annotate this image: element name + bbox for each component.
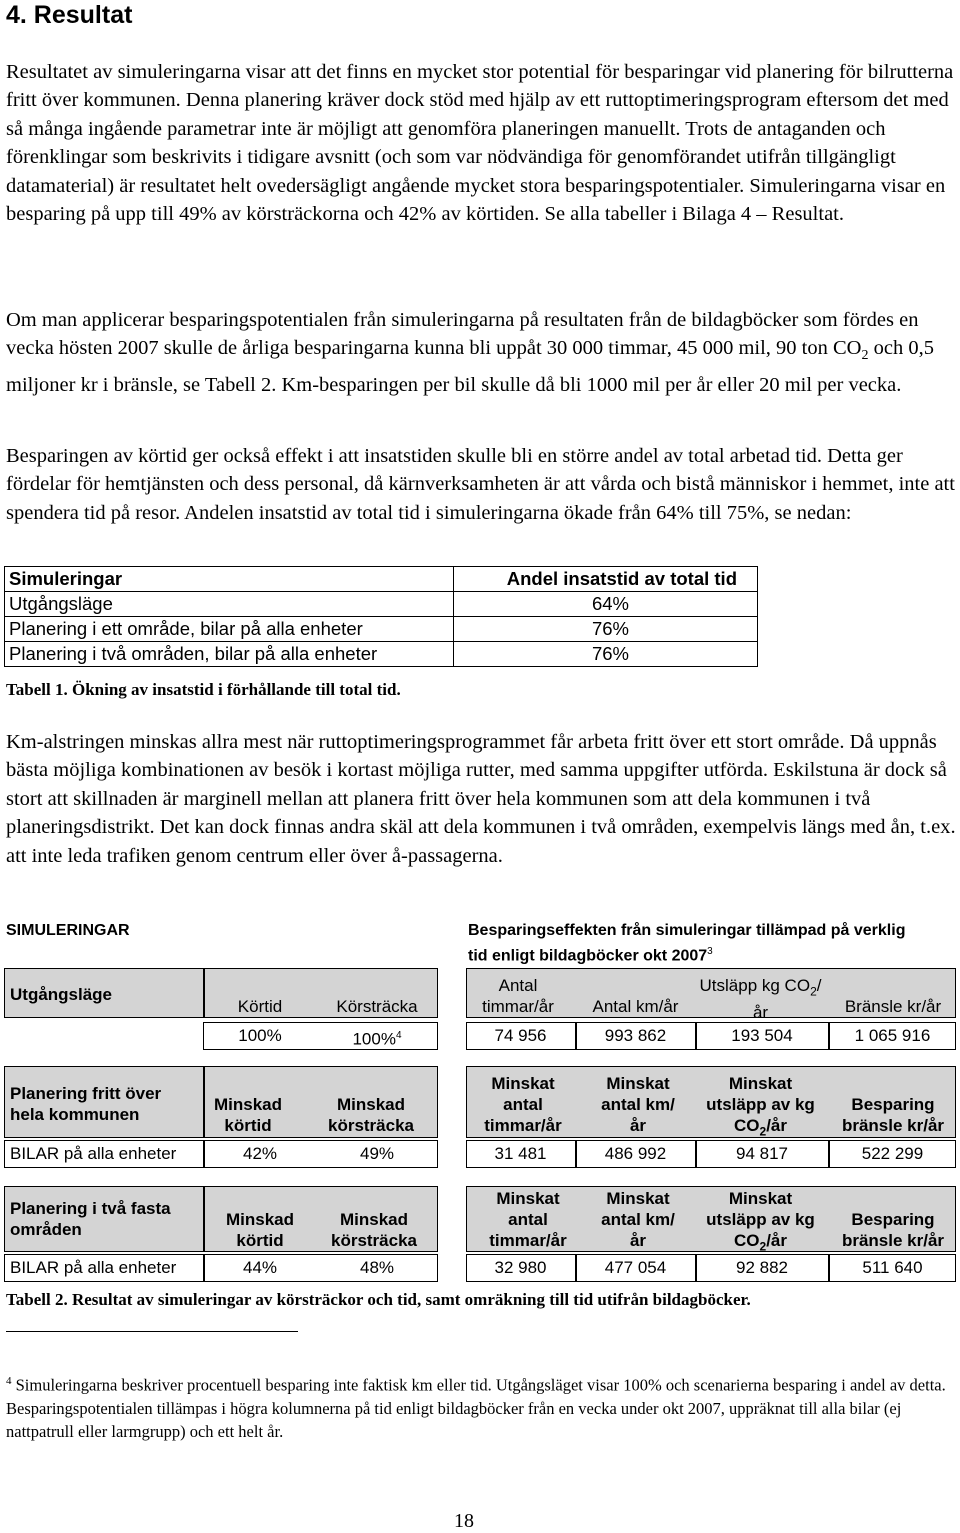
tva-col2: Minskad körsträcka — [330, 1210, 417, 1250]
co2-subscript: 2 — [861, 348, 869, 364]
fritt-rh-utslapp-suffix: /år — [766, 1116, 787, 1135]
tva-divider — [203, 1186, 205, 1252]
base-rv-utslapp: 193 504 — [731, 1026, 793, 1045]
tva-rv-bransle: 511 640 — [862, 1258, 923, 1277]
tva-label: Planering i två fasta områden — [10, 1199, 171, 1239]
table-header-cell: Andel insatstid av total tid — [454, 567, 758, 592]
base-val-korttid: 100% — [238, 1026, 282, 1045]
co2-subscript: 2 — [759, 1124, 767, 1139]
base-rv-timmar: 74 956 — [494, 1026, 547, 1045]
base-label: Utgångsläge — [10, 985, 113, 1004]
table-cell: 76% — [454, 642, 758, 667]
fritt-rh-timmar: Minskat antal timmar/år — [484, 1074, 562, 1135]
tva-val1: 44% — [242, 1258, 278, 1277]
table-row — [5, 642, 758, 667]
tva-val2: 48% — [359, 1258, 395, 1277]
paragraph-insatstid: Besparingen av körtid ger också effekt i att insatstiden skulle bli en större andel av total arbetad tid. Detta ger fördelar för hemtjänsten och dess personal, då kärnverksamheten är att vårda och bistå människor i hemmet, inte att spendera tid på resor. Andelen insatstid av total tid i simuleringarna ökade från 64% till 75%, se nedan: — [6, 445, 955, 524]
footnote-ref-4: 4 — [395, 1030, 402, 1041]
tva-col1: Minskad körtid — [225, 1210, 295, 1250]
tva-rv-timmar: 32 980 — [494, 1258, 547, 1277]
tva-rh-timmar: Minskat antal timmar/år — [489, 1189, 567, 1250]
base-rh-km: Antal km/år — [592, 997, 679, 1016]
base-rh-bransle: Bränsle kr/år — [844, 997, 942, 1016]
table2-right-title — [468, 920, 928, 966]
base-col-korstracka: Körsträcka — [336, 997, 418, 1016]
table2-left-title: SIMULERINGAR — [6, 922, 130, 939]
footnote — [6, 1370, 946, 1443]
table-cell: Planering i två områden, bilar på alla enheter — [5, 642, 454, 667]
fritt-rh-utslapp-text: Minskat utsläpp av kg CO — [706, 1074, 815, 1135]
tva-rv-km: 477 054 — [604, 1258, 667, 1277]
fritt-rv-bransle: 522 299 — [861, 1144, 924, 1163]
table2-right-title-text: Besparingseffekten från simuleringar tillämpad på verklig tid enligt bildagböcker okt 2007 — [468, 922, 906, 965]
table1-caption: Tabell 1. Ökning av insatstid i förhållande till total tid. — [6, 680, 401, 699]
tva-rh-utslapp-suffix: /år — [766, 1231, 787, 1250]
table-row — [5, 592, 758, 617]
table-row — [5, 617, 758, 642]
tva-row-label: BILAR på alla enheter — [10, 1258, 177, 1277]
paragraph-savings-part1: Om man applicerar besparingspotentialen från simuleringarna på resultaten från de bildagböcker som fördes en vecka hösten 2007 skulle de årliga besparingarna kunna bli uppåt 30 000 timmar, 45 000 mil, 90 ton CO — [6, 309, 919, 360]
fritt-divider — [203, 1066, 205, 1138]
footnote-ref-3: 3 — [707, 946, 713, 957]
page-number: 18 — [454, 1510, 474, 1532]
tva-rv-utslapp: 92 882 — [736, 1258, 788, 1277]
base-col-korttid: Körtid — [237, 997, 283, 1016]
fritt-rh-utslapp — [698, 1073, 823, 1142]
fritt-row-label: BILAR på alla enheter — [10, 1144, 177, 1163]
base-rh-utslapp — [698, 975, 823, 1023]
table-cell: 76% — [454, 617, 758, 642]
base-rv-bransle: 1 065 916 — [854, 1026, 931, 1045]
tva-rh-utslapp — [698, 1188, 823, 1257]
tva-rh-utslapp-text: Minskat utsläpp av kg CO — [706, 1189, 815, 1250]
fritt-label: Planering fritt över hela kommunen — [10, 1084, 162, 1124]
fritt-rv-timmar: 31 481 — [494, 1144, 547, 1163]
base-rh-utslapp-text: Utsläpp kg CO — [699, 976, 811, 995]
tva-rh-bransle: Besparing bränsle kr/år — [841, 1210, 945, 1250]
fritt-rv-km: 486 992 — [604, 1144, 667, 1163]
footnote-mark: 4 — [6, 1375, 12, 1387]
fritt-val2: 49% — [359, 1144, 395, 1163]
paragraph-savings-part2: och 0,5 miljoner kr i bränsle, se Tabell 2. Km-besparingen per bil skulle då bli 1000 mil per år eller 20 mil per vecka. — [6, 337, 934, 396]
fritt-val1: 42% — [242, 1144, 278, 1163]
table-header-cell: Simuleringar — [5, 567, 454, 592]
table2-caption: Tabell 2. Resultat av simuleringar av körsträckor och tid, samt omräkning till tid utifrån bildagböcker. — [6, 1290, 751, 1309]
co2-subscript: 2 — [759, 1239, 767, 1254]
base-val-korstracka-text: 100% — [352, 1029, 396, 1049]
paragraph-results-intro: Resultatet av simuleringarna visar att det finns en mycket stor potential för besparingar vid planering för bilrutterna fritt över kommunen. Denna planering kräver dock stöd med hjälp av ett ruttoptimeringsprogram eftersom det med så många ingående parametrar inte är möjligt att genomföra planeringen manuellt. Trots de antaganden och förenklingar som beskrivits i tidigare avsnitt (och som var nödvändiga för genomförandet utifrån tillgängligt datamaterial) är resultatet helt ovedersägligt angående mycket stora besparingspotentialer. Simuleringarna visar en besparing på upp till 49% av körsträckorna och 42% av körtiden. Se alla tabeller i Bilaga 4 – Resultat. — [6, 61, 954, 226]
section-heading: 4. Resultat — [6, 1, 133, 29]
base-rv-km: 993 862 — [604, 1026, 667, 1045]
fritt-col2: Minskad körsträcka — [327, 1095, 414, 1135]
fritt-rv-utslapp: 94 817 — [736, 1144, 788, 1163]
footnote-text: Simuleringarna beskriver procentuell besparing inte faktisk km eller tid. Utgångsläget visar 100% och scenarierna besparing i andel av detta. Besparingspotentialen tillämpas i högra kolumnerna på tid enligt bildagböcker från en vecka under okt 2007, uppräknat till alla bilar (ej nattpatrull eller larmgrupp) och ett helt år. — [6, 1375, 946, 1441]
table-cell: 64% — [454, 592, 758, 617]
table-cell: Planering i ett område, bilar på alla enheter — [5, 617, 454, 642]
co2-subscript: 2 — [810, 984, 817, 999]
base-rh-utslapp-suffix: /år — [752, 976, 822, 1023]
footnote-separator — [6, 1331, 298, 1332]
base-rh-timmar: Antal timmar/år — [482, 976, 554, 1016]
base-val-korstracka — [318, 1023, 436, 1049]
tva-rh-km: Minskat antal km/år — [601, 1189, 675, 1250]
paragraph-savings — [6, 306, 956, 399]
paragraph-km-alstring: Km-alstringen minskas allra mest när ruttoptimeringsprogrammet får arbeta fritt över ett stort område. Då uppnås bästa möjliga kombinationen av besök i kortast möjliga rutter, med samma uppgifter utförda. Eskilstuna är dock så stort att skillnaden är marginell mellan att planera fritt över hela kommunen som att dela kommunen i två planeringsdistrikt. Det kan dock finnas andra skäl att dela kommunen i två områden, exempelvis längs med ån, t.ex. att inte leda trafiken genom centrum eller över å-passagerna. — [6, 731, 956, 867]
fritt-col1: Minskad körtid — [213, 1095, 283, 1135]
table-cell: Utgångsläge — [5, 592, 454, 617]
table-insatstid — [4, 566, 758, 667]
fritt-rh-bransle: Besparing bränsle kr/år — [841, 1095, 945, 1135]
fritt-rh-km: Minskat antal km/år — [601, 1074, 675, 1135]
table-header-row — [5, 567, 758, 592]
